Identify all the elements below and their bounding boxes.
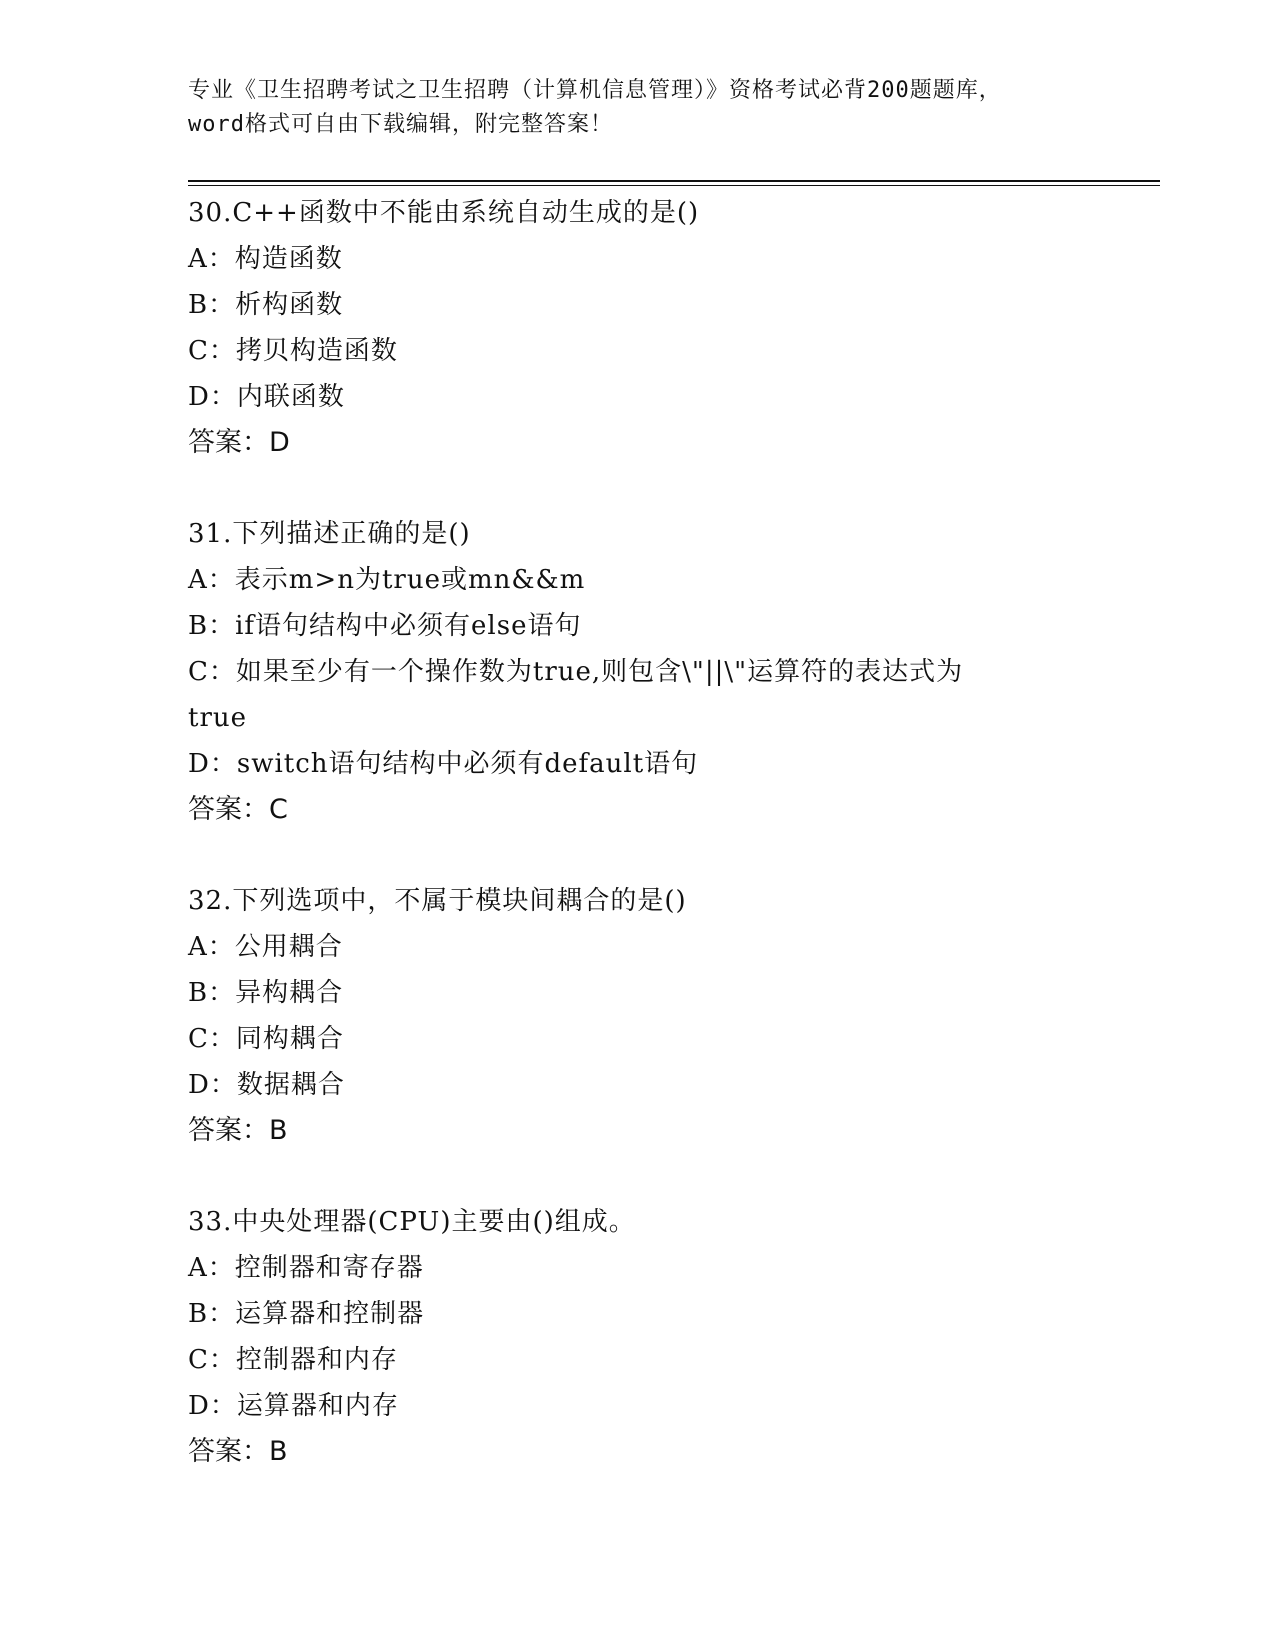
header-line-1: 专业《卫生招聘考试之卫生招聘（计算机信息管理）》资格考试必背200题题库， [188,78,1002,103]
option-d: D：数据耦合 [188,1070,345,1100]
document-header [188,74,1088,142]
question-32 [188,878,1160,1154]
option-a: A：构造函数 [188,244,343,274]
question-stem: 30.C++函数中不能由系统自动生成的是() [188,198,700,228]
option-b: B：析构函数 [188,290,344,320]
option-a: A：表示m>n为true或mn&&m [188,565,586,595]
option-c: C：控制器和内存 [188,1345,398,1375]
option-c-continued: true [188,703,248,733]
option-d: D：运算器和内存 [188,1391,399,1421]
option-c: C：如果至少有一个操作数为true,则包含\"||\"运算符的表达式为 [188,657,964,687]
question-stem: 32.下列选项中，不属于模块间耦合的是() [188,886,687,916]
option-a: A：公用耦合 [188,932,343,962]
option-b: B：运算器和控制器 [188,1299,425,1329]
header-divider-thin [188,185,1160,186]
question-list [188,190,1160,1520]
option-c: C：同构耦合 [188,1024,344,1054]
question-30 [188,190,1160,466]
header-line-2: word格式可自由下载编辑，附完整答案！ [188,112,613,137]
option-c: C：拷贝构造函数 [188,336,398,366]
header-divider-thick [188,180,1160,182]
option-d: D：内联函数 [188,382,345,412]
answer-line: 答案：B [188,1436,288,1467]
question-stem: 33.中央处理器(CPU)主要由()组成。 [188,1207,636,1237]
option-a: A：控制器和寄存器 [188,1253,424,1283]
option-b: B：异构耦合 [188,978,344,1008]
option-d: D：switch语句结构中必须有default语句 [188,749,699,779]
question-33 [188,1199,1160,1475]
answer-line: 答案：C [188,794,288,825]
answer-line: 答案：D [188,427,290,458]
option-b: B：if语句结构中必须有else语句 [188,611,582,641]
answer-line: 答案：B [188,1115,288,1146]
question-stem: 31.下列描述正确的是() [188,519,471,549]
question-31 [188,511,1160,833]
